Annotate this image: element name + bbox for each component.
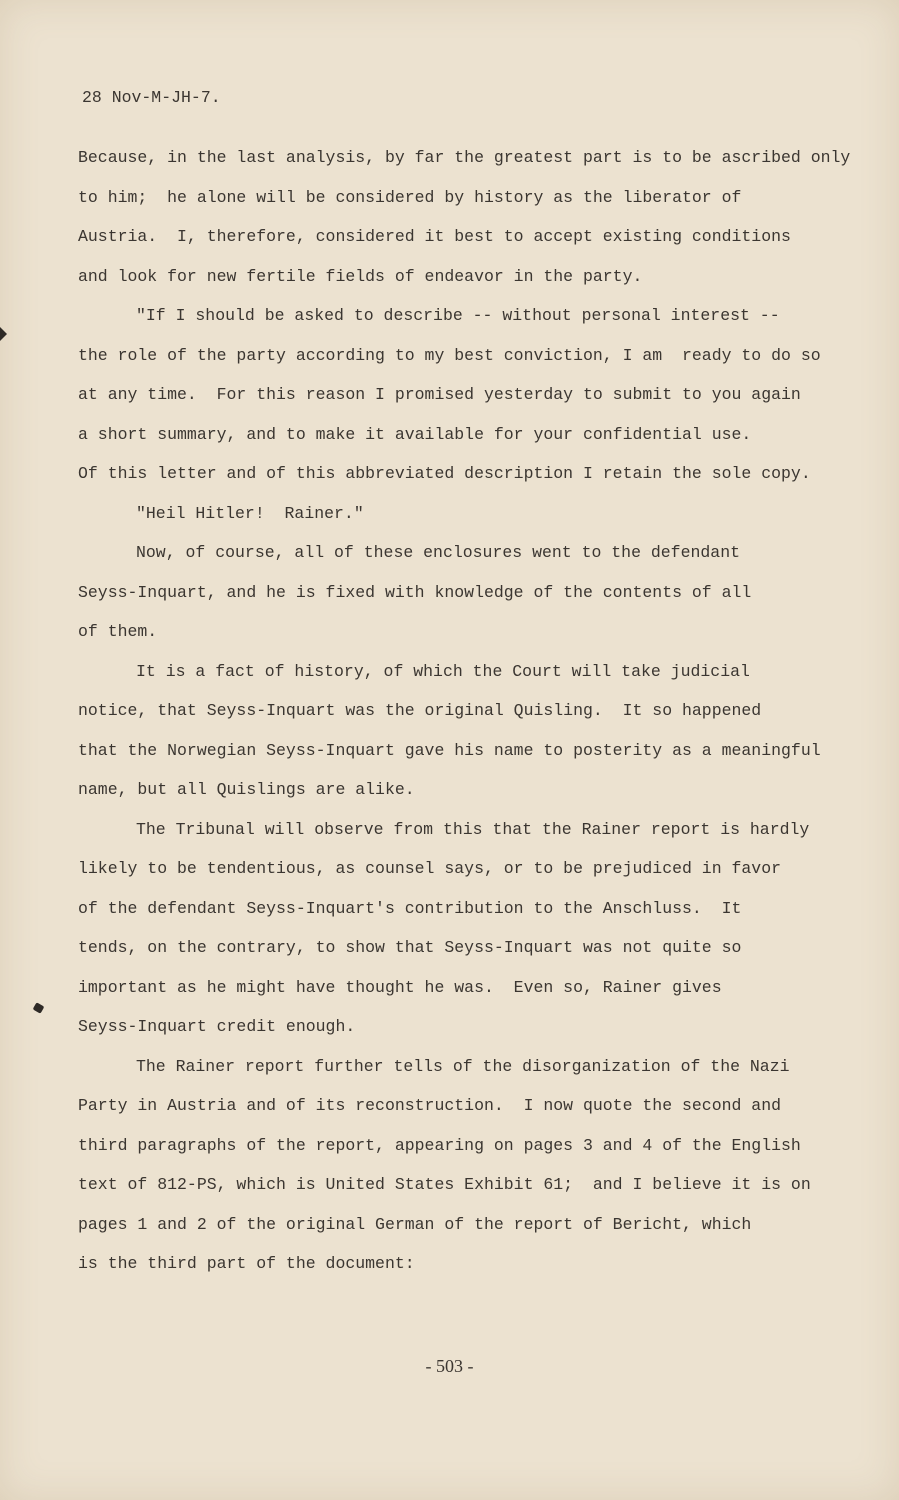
- text-line: Austria. I, therefore, considered it best to accept existing conditions: [78, 227, 791, 246]
- text-line: Seyss-Inquart, and he is fixed with knowledge of the contents of all: [78, 582, 752, 602]
- text-line: at any time. For this reason I promised yesterday to submit to you again: [78, 385, 801, 404]
- text-line: Now, of course, all of these enclosures went to the defendant: [136, 543, 740, 562]
- text-line: Seyss-Inquart credit enough.: [78, 1017, 356, 1036]
- text-line: that the Norwegian Seyss-Inquart gave his name to posterity as a meaningful: [78, 740, 821, 760]
- text-line: It is a fact of history, of which the Court will take judicial: [136, 661, 750, 681]
- page-header: 28 Nov-M-JH-7.: [82, 88, 221, 107]
- text-line: The Tribunal will observe from this that the Rainer report is hardly: [136, 819, 810, 839]
- text-line: name, but all Quislings are alike.: [78, 780, 415, 799]
- text-line: to him; he alone will be considered by history as the liberator of: [78, 187, 742, 207]
- text-line: Of this letter and of this abbreviated description I retain the sole copy.: [78, 464, 811, 483]
- text-line: is the third part of the document:: [78, 1254, 415, 1273]
- text-line: pages 1 and 2 of the original German of the report of Bericht, which: [78, 1214, 752, 1234]
- ink-spot: [33, 1002, 45, 1013]
- text-line: of them.: [78, 622, 158, 641]
- text-line: the role of the party according to my best conviction, I am ready to do so: [78, 345, 821, 365]
- text-line: "Heil Hitler! Rainer.": [136, 503, 364, 523]
- text-line: a short summary, and to make it available for your confidential use.: [78, 424, 752, 444]
- text-line: tends, on the contrary, to show that Seyss-Inquart was not quite so: [78, 938, 742, 957]
- text-line: Party in Austria and of its reconstruction. I now quote the second and: [78, 1096, 782, 1115]
- text-line: important as he might have thought he was. Even so, Rainer gives: [78, 977, 722, 997]
- text-line: notice, that Seyss-Inquart was the original Quisling. It so happened: [78, 701, 762, 720]
- text-line: likely to be tendentious, as counsel says, or to be prejudiced in favor: [78, 859, 782, 878]
- text-line: text of 812-PS, which is United States Exhibit 61; and I believe it is on: [78, 1175, 811, 1194]
- margin-mark: [0, 327, 7, 341]
- text-line: "If I should be asked to describe -- without personal interest --: [136, 306, 780, 325]
- document-body: [78, 138, 858, 1284]
- text-line: The Rainer report further tells of the disorganization of the Nazi: [136, 1056, 790, 1076]
- text-line: and look for new fertile fields of endeavor in the party.: [78, 266, 643, 286]
- page-number: - 503 -: [425, 1356, 474, 1376]
- text-line: Because, in the last analysis, by far the greatest part is to be ascribed only: [78, 148, 851, 167]
- text-line: third paragraphs of the report, appearing on pages 3 and 4 of the English: [78, 1135, 801, 1155]
- text-line: of the defendant Seyss-Inquart's contribution to the Anschluss. It: [78, 898, 742, 918]
